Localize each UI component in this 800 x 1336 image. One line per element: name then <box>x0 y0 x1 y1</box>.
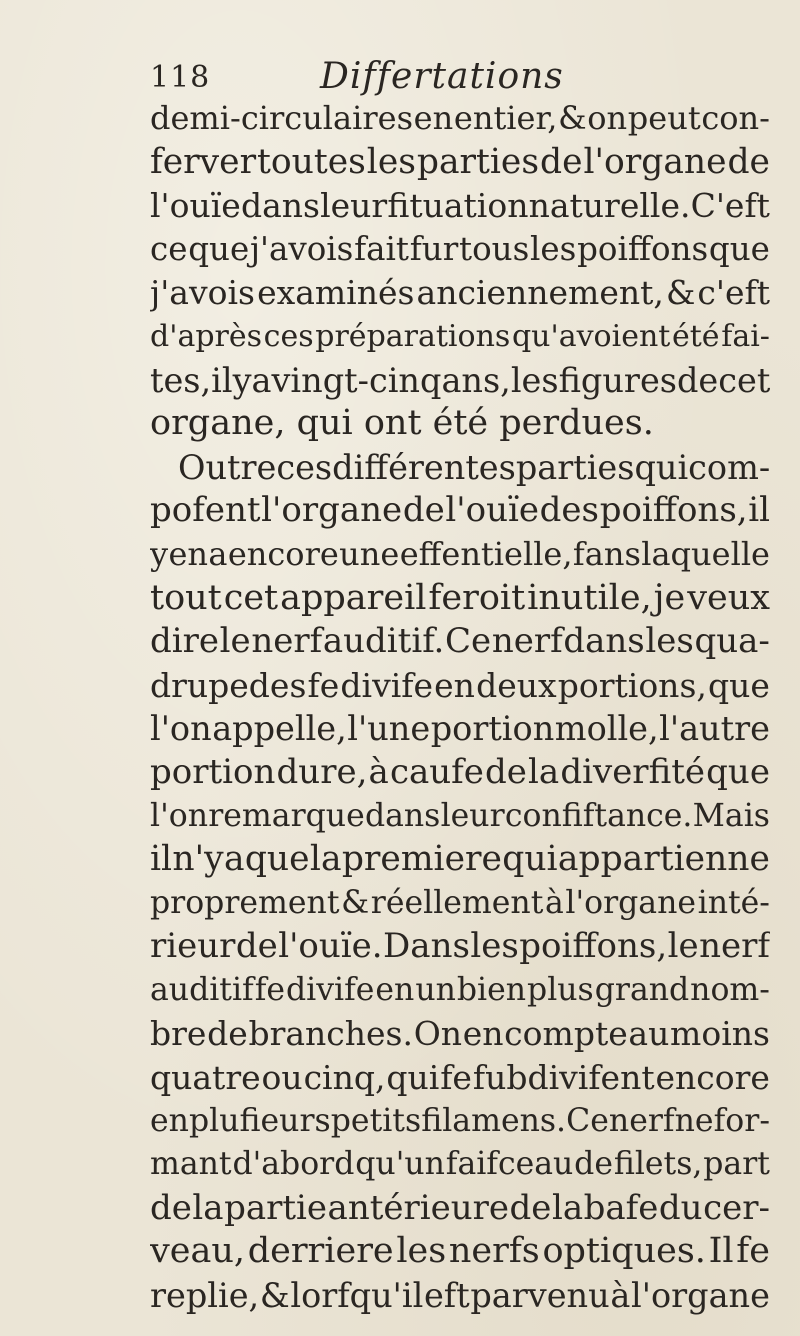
word: l'organe <box>565 884 697 921</box>
text-line <box>150 271 770 315</box>
text-line <box>150 1100 770 1144</box>
word: leur <box>440 797 505 834</box>
word: que <box>708 665 770 705</box>
word: poiffons <box>577 229 709 268</box>
word: de <box>402 490 445 531</box>
word: inutile, <box>527 577 652 618</box>
word: fe <box>736 1231 770 1272</box>
word: ans, <box>441 360 511 400</box>
word: ne <box>674 1102 714 1139</box>
word: nerf <box>608 1102 675 1139</box>
word: fe <box>254 971 285 1008</box>
word: a <box>208 534 228 573</box>
word: j'avois <box>249 229 354 268</box>
word: les <box>470 926 519 967</box>
word: dire <box>150 621 220 662</box>
text-line <box>150 533 770 577</box>
word: auditif <box>150 971 254 1008</box>
word: de <box>727 141 770 182</box>
word: on <box>587 99 628 137</box>
word: les <box>510 360 559 400</box>
word: appareil <box>280 577 427 618</box>
word: parvenu <box>470 1276 610 1316</box>
text-line <box>150 664 770 708</box>
word: l'ouïe <box>150 186 241 226</box>
word: mant <box>150 1146 232 1183</box>
word: & <box>259 1276 290 1316</box>
body-text <box>150 97 770 1318</box>
word: drupedes <box>150 665 307 705</box>
word: la <box>551 1187 584 1228</box>
word: feroit <box>428 577 526 618</box>
word: différentes <box>332 447 516 487</box>
word: Ce <box>445 621 492 662</box>
word: je <box>653 577 686 618</box>
word: ferver <box>150 141 257 182</box>
text-line <box>150 141 770 185</box>
word: de <box>676 360 719 400</box>
word: en <box>168 534 208 573</box>
text-line <box>150 315 770 359</box>
word: nerfs <box>448 1231 540 1272</box>
word: poiffons, <box>599 490 748 531</box>
word: branches. <box>248 1014 413 1054</box>
word: peut <box>627 99 701 137</box>
word: toutes <box>257 141 366 182</box>
word: de <box>150 1187 192 1228</box>
word: laquelle <box>641 534 770 573</box>
word: filets, <box>613 1146 703 1183</box>
word: les <box>366 141 416 182</box>
word: nom- <box>690 971 770 1008</box>
text-line <box>150 97 770 141</box>
word: l'on <box>150 709 212 749</box>
word: premiere <box>341 839 502 880</box>
word: été <box>672 318 720 354</box>
word: poiffons, <box>519 926 668 967</box>
word: tes, <box>150 360 212 400</box>
word: cinq, <box>303 1058 386 1098</box>
word: for- <box>713 1102 770 1139</box>
word: auditif. <box>322 621 445 662</box>
word: de <box>574 1146 613 1183</box>
text-line <box>150 751 770 795</box>
word: plufieurs <box>189 1102 331 1139</box>
word: l'autre <box>659 709 770 749</box>
word: divife <box>340 665 434 705</box>
word: portions, <box>557 665 707 705</box>
word: & <box>558 99 587 137</box>
word: préparations <box>315 318 511 354</box>
word: ces <box>276 447 333 487</box>
word: antérieure <box>327 1187 510 1228</box>
word: de <box>485 751 527 792</box>
word: Mais <box>692 797 770 834</box>
word: fituation <box>387 186 529 226</box>
word: appartienne <box>557 839 770 880</box>
text-line <box>150 925 770 969</box>
text-line: organe, qui ont été perdues. <box>150 403 654 444</box>
word: encore <box>655 1058 770 1098</box>
word: l'ouïe. <box>278 926 383 967</box>
word: fe <box>440 1058 472 1098</box>
text-line <box>150 969 770 1013</box>
word: vingt-cinq <box>271 360 442 400</box>
text-line <box>150 620 770 664</box>
text-line <box>150 838 770 882</box>
text-line <box>150 489 770 533</box>
word: grand <box>594 971 690 1008</box>
text-line <box>150 795 770 839</box>
word: l'une <box>347 709 431 749</box>
word: Dans <box>383 926 470 967</box>
word: la <box>192 1187 224 1228</box>
word: fubdivifent <box>472 1058 655 1098</box>
word: entier, <box>453 99 558 137</box>
word: de <box>207 1014 248 1054</box>
text-line <box>150 707 770 751</box>
word: parties <box>416 141 540 182</box>
word: examinés <box>257 273 415 313</box>
text-line <box>150 1056 770 1100</box>
word: c'eft <box>697 273 770 313</box>
word: deux <box>476 665 557 705</box>
word: cet <box>718 360 770 400</box>
word: à <box>368 751 389 792</box>
word: demi-circulaires <box>150 99 413 137</box>
text-line <box>150 1143 770 1187</box>
word: nerf <box>251 621 323 662</box>
word: rieur <box>150 926 236 967</box>
word: les <box>530 229 577 268</box>
word: Ce <box>566 1102 609 1139</box>
word: dans <box>364 797 441 834</box>
word: encore <box>227 534 339 573</box>
word: bafe <box>583 1187 659 1228</box>
word: proprement <box>150 884 340 921</box>
word: en <box>375 971 415 1008</box>
page-number: 118 <box>150 60 211 95</box>
word: à <box>544 884 564 921</box>
word: quatre <box>150 1058 261 1098</box>
word: au <box>628 1014 670 1054</box>
word: optiques. <box>542 1231 706 1272</box>
word: confiftance. <box>504 797 693 834</box>
word: fai- <box>721 318 770 354</box>
word: le <box>667 926 699 967</box>
word: j'avois <box>150 273 255 313</box>
word: C'eft <box>690 186 770 226</box>
word: à <box>610 1276 631 1316</box>
text-line <box>150 1230 770 1274</box>
word: partie <box>224 1187 328 1228</box>
word: de <box>540 141 583 182</box>
word: compte <box>504 1014 628 1054</box>
word: nerf <box>699 926 770 967</box>
text-line <box>150 228 770 272</box>
word: en <box>413 99 454 137</box>
word: une <box>339 534 400 573</box>
word: l'organe <box>583 141 727 182</box>
word: qu'avoient <box>511 318 671 354</box>
word: replie, <box>150 1276 260 1316</box>
word: bre <box>150 1014 207 1054</box>
text-line <box>150 1274 770 1318</box>
word: ou <box>261 1058 303 1098</box>
word: que <box>708 229 770 268</box>
word: il <box>211 360 233 400</box>
word: leur <box>320 186 388 226</box>
word: qui <box>386 1058 440 1098</box>
word: la <box>528 751 560 792</box>
word: en <box>150 1102 189 1139</box>
word: de <box>509 1187 552 1228</box>
word: effentielle, <box>399 534 573 573</box>
word: caufe <box>389 751 484 792</box>
word: fe <box>307 665 340 705</box>
word: figures <box>558 360 677 400</box>
word: faifceau <box>445 1146 574 1183</box>
word: il <box>748 490 770 531</box>
word: le <box>219 621 251 662</box>
word: de <box>235 926 278 967</box>
word: com- <box>688 447 770 487</box>
word: l'on <box>150 797 208 834</box>
word: veau, <box>150 1231 246 1272</box>
word: des <box>539 490 600 531</box>
word: cer- <box>703 1187 770 1228</box>
word: cet <box>223 577 279 618</box>
word: que <box>188 229 250 268</box>
word: n'y <box>172 839 224 880</box>
word: fait <box>354 229 409 268</box>
word: petits <box>330 1102 422 1139</box>
word: molle, <box>554 709 659 749</box>
word: qui <box>502 839 558 880</box>
word: l'organe <box>631 1276 770 1316</box>
word: d'abord <box>232 1146 355 1183</box>
word: ce <box>150 229 188 268</box>
word: l'organe <box>261 490 403 531</box>
word: portion <box>150 751 276 792</box>
text-line <box>150 1187 770 1231</box>
word: diverfité <box>560 751 706 792</box>
word: con- <box>701 99 770 137</box>
word: en <box>434 665 475 705</box>
word: les <box>396 1231 447 1272</box>
word: naturelle. <box>528 186 691 226</box>
word: bien <box>456 971 527 1008</box>
word: que <box>706 751 770 792</box>
word: qua- <box>694 621 770 662</box>
word: portion <box>430 709 555 749</box>
word: divife <box>285 971 375 1008</box>
word: parties <box>515 447 635 487</box>
word: fans <box>572 534 641 573</box>
word: filamens. <box>421 1102 567 1139</box>
word: d'après <box>150 318 263 354</box>
word: la <box>309 839 342 880</box>
word: On <box>413 1014 462 1054</box>
word: qu'un <box>355 1146 445 1183</box>
word: y <box>232 360 252 400</box>
word: a <box>251 360 272 400</box>
word: appelle, <box>212 709 347 749</box>
word: réellement <box>370 884 544 921</box>
text-line <box>150 882 770 926</box>
word: plus <box>527 971 594 1008</box>
word: pofent <box>150 490 261 531</box>
word: un <box>415 971 456 1008</box>
text-line <box>150 1012 770 1056</box>
word: & <box>665 273 696 313</box>
word: a <box>223 839 245 880</box>
word: inté- <box>697 884 770 921</box>
word: anciennement, <box>416 273 664 313</box>
word: eft <box>423 1276 470 1316</box>
text-line <box>150 359 770 403</box>
word: ces <box>263 318 314 354</box>
word: lorfqu'il <box>290 1276 424 1316</box>
word: derriere <box>247 1231 394 1272</box>
word: du <box>658 1187 703 1228</box>
word: veux <box>687 577 770 618</box>
text-line <box>150 446 770 490</box>
word: & <box>341 884 370 921</box>
word: dans <box>563 621 645 662</box>
word: Il <box>708 1231 734 1272</box>
word: fur <box>409 229 459 268</box>
word: dure, <box>276 751 368 792</box>
word: tout <box>150 577 222 618</box>
word: en <box>462 1014 504 1054</box>
text-line <box>150 184 770 228</box>
running-head <box>0 56 800 100</box>
word: moins <box>670 1014 770 1054</box>
word: dans <box>240 186 320 226</box>
word: Outre <box>178 447 277 487</box>
running-title: Differtations <box>320 56 564 97</box>
word: part <box>703 1146 770 1183</box>
word: qui <box>634 447 689 487</box>
word: remarque <box>208 797 365 834</box>
word: l'ouïe <box>445 490 539 531</box>
word: les <box>645 621 694 662</box>
word: tous <box>459 229 530 268</box>
word: nerf <box>491 621 563 662</box>
text-line <box>150 577 770 621</box>
word: que <box>244 839 310 880</box>
word: il <box>150 839 173 880</box>
word: y <box>150 534 169 573</box>
